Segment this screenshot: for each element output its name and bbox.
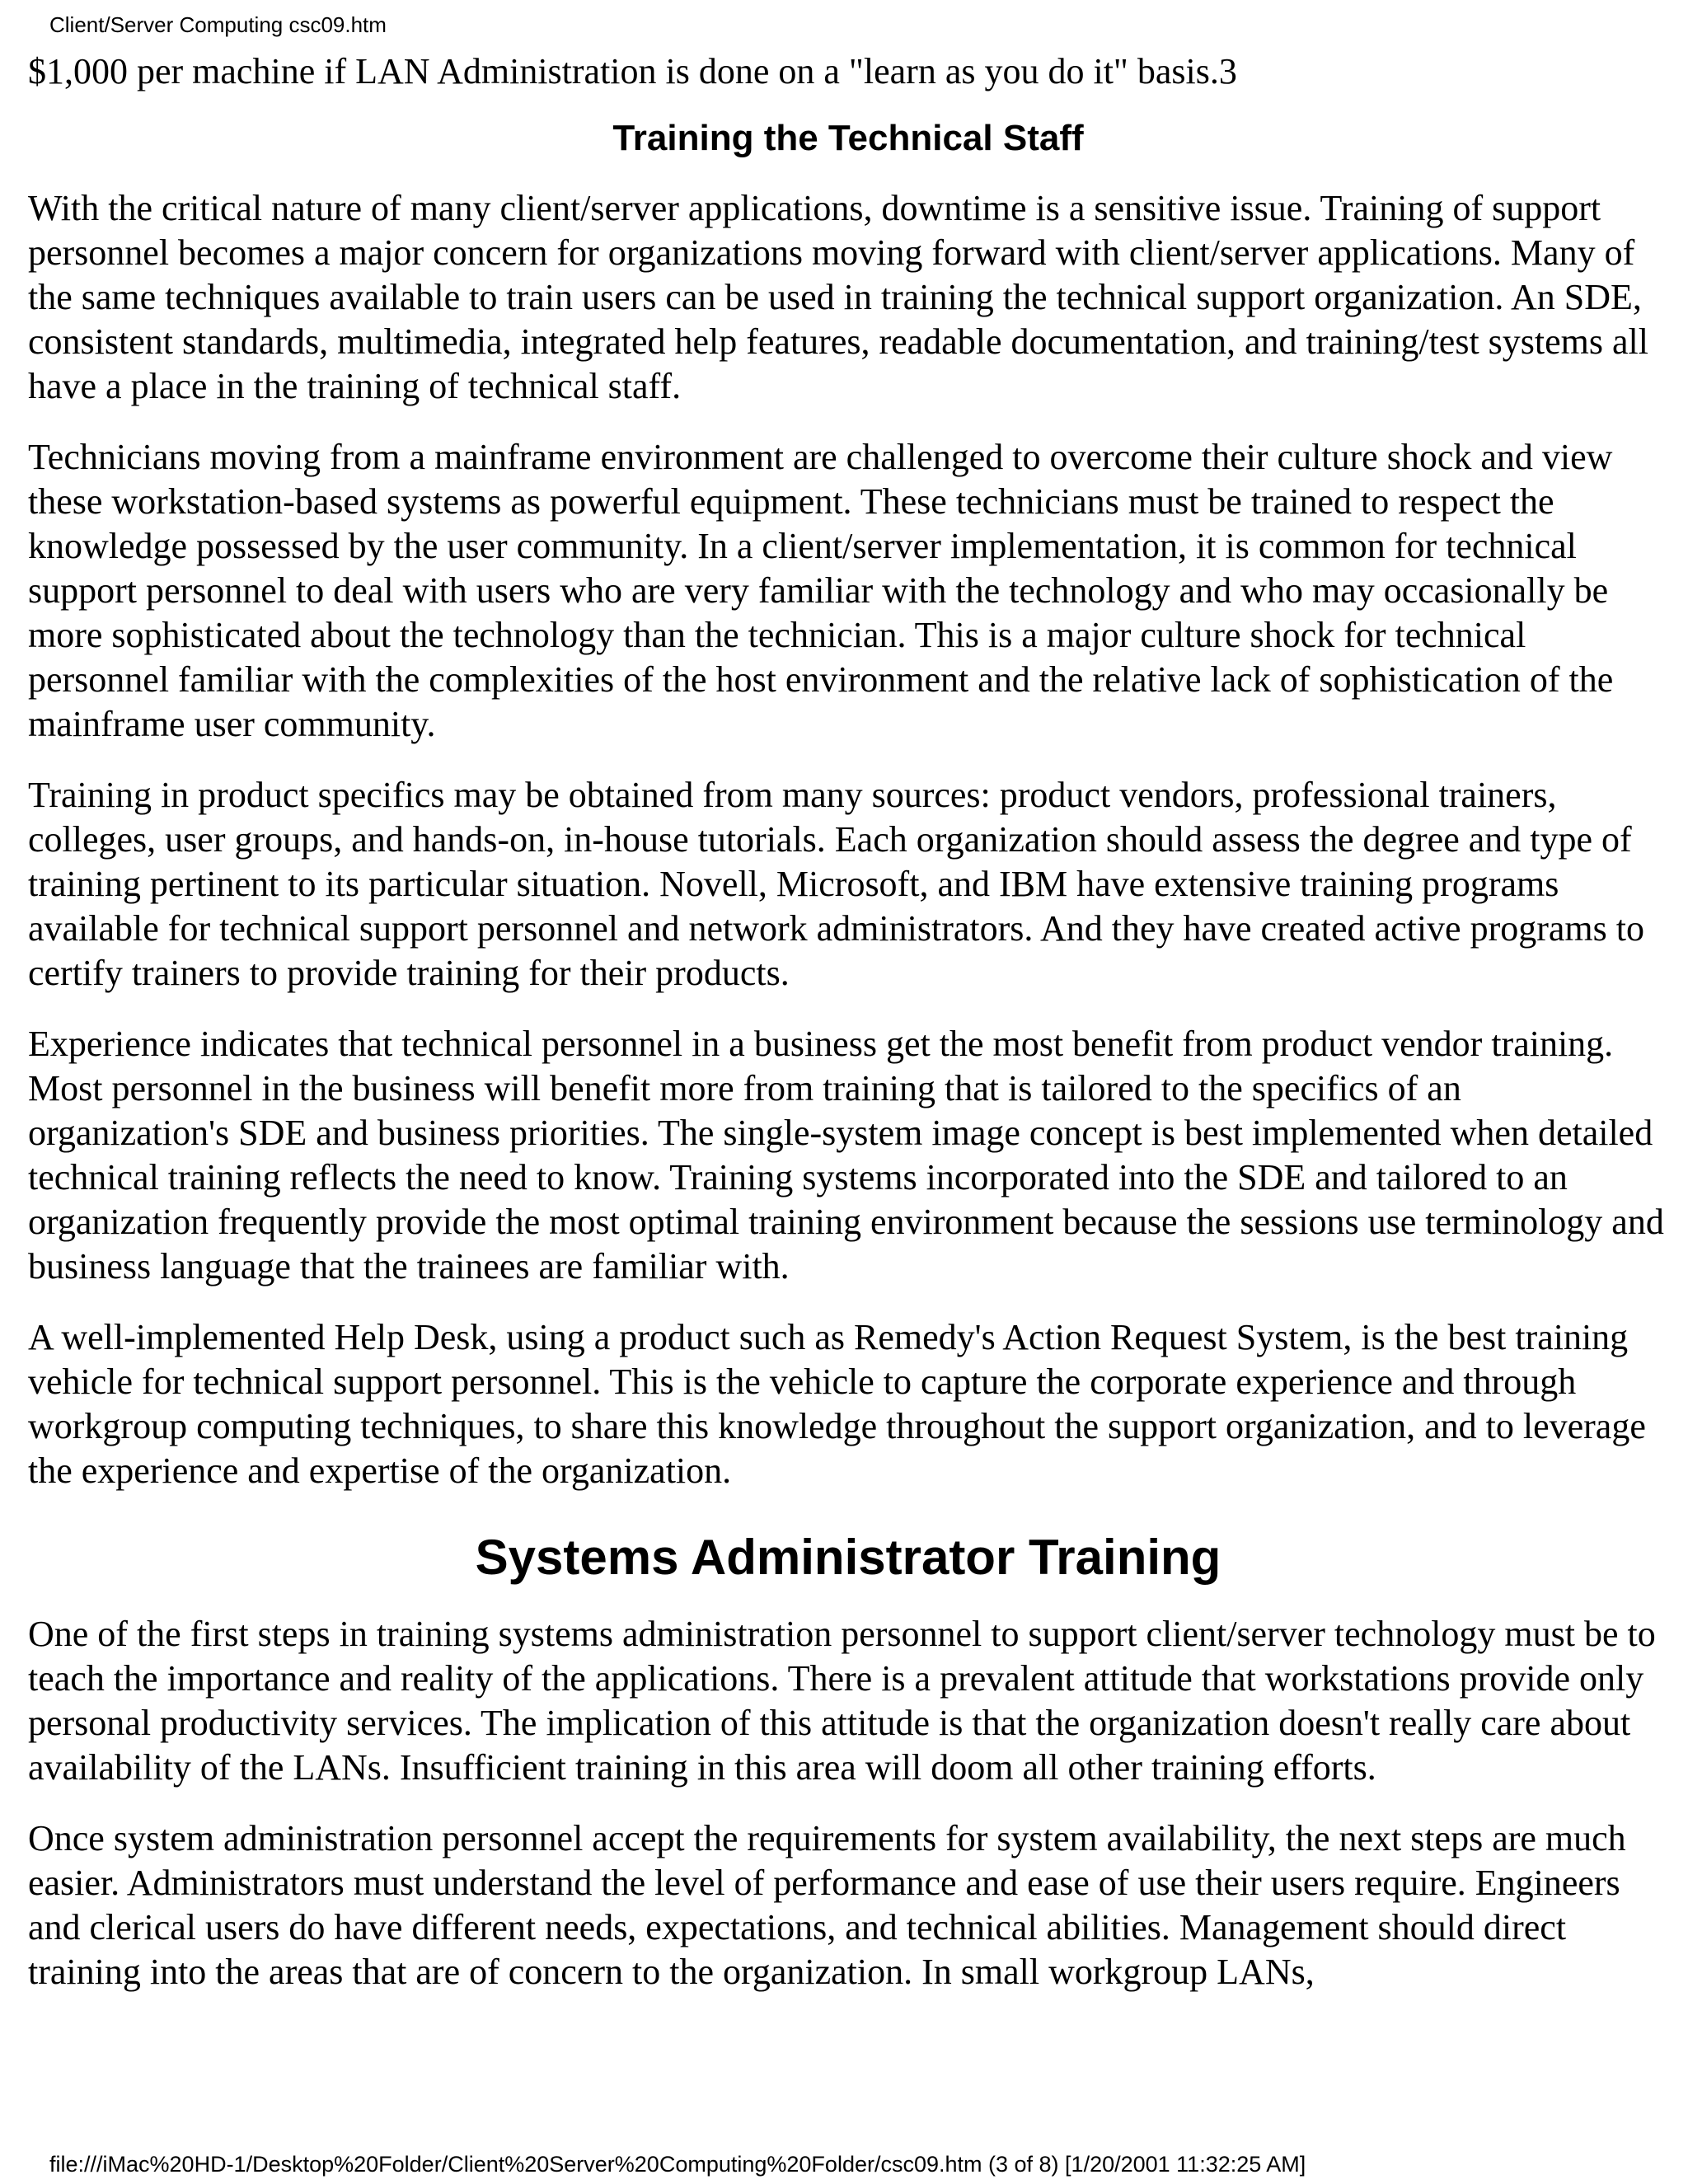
paragraph: With the critical nature of many client/server applications, downtime is a sensitive issue. Training of support personnel becomes a major concern for organizations moving forward with client/server applications. Many of the same techniques available to train users can be used in training the technical support organization. An SDE, consistent standards, multimedia, integrated help features, readable documentation, and training/test systems all have a place in the training of technical staff. xyxy=(28,188,1648,406)
print-header: Client/Server Computing csc09.htm xyxy=(49,12,387,37)
section-heading-training-technical-staff: Training the Technical Staff xyxy=(612,118,1084,158)
print-footer: file:///iMac%20HD-1/Desktop%20Folder/Client%20Server%20Computing%20Folder/csc09.htm (3 of 8) [1/20/2001 11:32:25 AM] xyxy=(49,2152,1306,2177)
section-heading-sysadmin-training: Systems Administrator Training xyxy=(475,1530,1221,1585)
paragraph: Once system administration personnel accept the requirements for system availability, the next steps are much easier. Administrators must understand the level of performance and ease of use their users require. Engineers and clerical users do have different needs, expectations, and technical abilities. Management should direct training into the areas that are of concern to the organization. In small workgroup LANs, xyxy=(28,1818,1626,1992)
lead-line: $1,000 per machine if LAN Administration is done on a "learn as you do it" basis.3 xyxy=(28,51,1237,91)
paragraph: A well-implemented Help Desk, using a product such as Remedy's Action Request System, is the best training vehicle for technical support personnel. This is the vehicle to capture the corporate experience and through workgroup computing techniques, to share this knowledge throughout the support organization, and to leverage the experience and expertise of the organization. xyxy=(28,1317,1646,1491)
paragraph: Technicians moving from a mainframe environment are challenged to overcome their culture shock and view these workstation-based systems as powerful equipment. These technicians must be trained to respect the knowledge possessed by the user community. In a client/server implementation, it is common for technical support personnel to deal with users who are very familiar with the technology and who may occasionally be more sophisticated about the technology than the technician. This is a major culture shock for technical personnel familiar with the complexities of the host environment and the relative lack of sophistication of the mainframe user community. xyxy=(28,437,1614,744)
paragraph: One of the first steps in training systems administration personnel to support client/server technology must be to teach the importance and reality of the applications. There is a prevalent attitude that workstations provide only personal productivity services. The implication of this attitude is that the organization doesn't really care about availability of the LANs. Insufficient training in this area will doom all other training efforts. xyxy=(28,1614,1656,1788)
paragraph: Experience indicates that technical personnel in a business get the most benefit from product vendor training. Most personnel in the business will benefit more from training that is tailored to the specifics of an organization's SDE and business priorities. The single-system image concept is best implemented when detailed technical training reflects the need to know. Training systems incorporated into the SDE and tailored to an organization frequently provide the most optimal training environment because the sessions use terminology and business language that the trainees are familiar with. xyxy=(28,1024,1664,1286)
paragraph: Training in product specifics may be obtained from many sources: product vendors, professional trainers, colleges, user groups, and hands-on, in-house tutorials. Each organization should assess the degree and type of training pertinent to its particular situation. Novell, Microsoft, and IBM have extensive training programs available for technical support personnel and network administrators. And they have created active programs to certify trainers to provide training for their products. xyxy=(28,775,1644,993)
document-body xyxy=(28,49,1668,2021)
